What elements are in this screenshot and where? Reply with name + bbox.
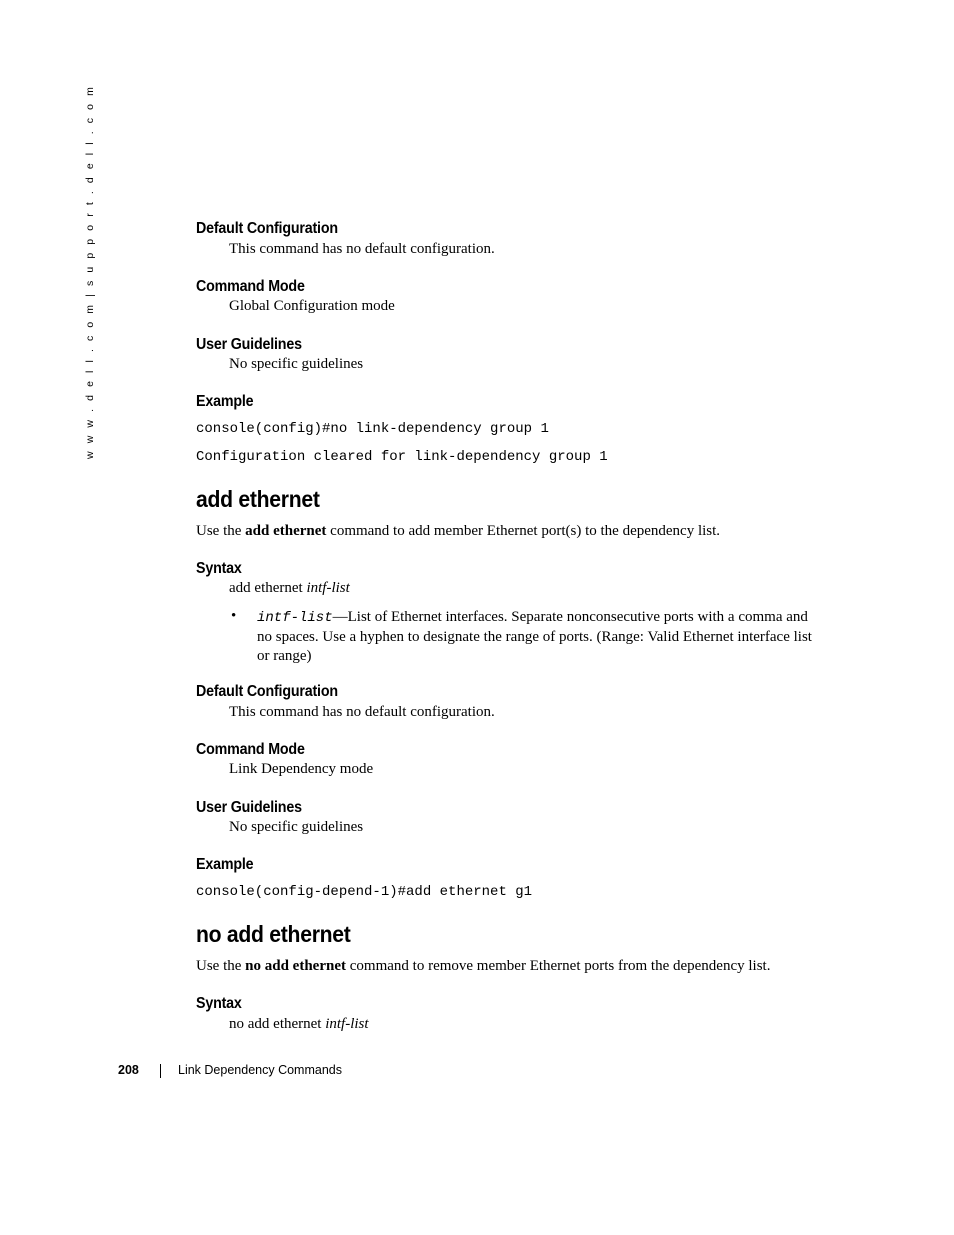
command-mode-heading: Command Mode xyxy=(196,278,305,295)
syntax-argument: intf-list xyxy=(325,1016,369,1032)
user-guidelines-heading: User Guidelines xyxy=(196,336,302,353)
user-guidelines-text: No specific guidelines xyxy=(229,819,364,835)
param-name: intf-list xyxy=(257,610,333,626)
syntax-line xyxy=(229,580,350,597)
syntax-command: no add ethernet xyxy=(229,1016,322,1032)
syntax-line xyxy=(229,1016,369,1033)
page-number: 208 xyxy=(118,1063,139,1077)
bullet-item-intf-list xyxy=(257,608,817,666)
default-config-heading: Default Configuration xyxy=(196,220,338,237)
section-title-no-add-ethernet: no add ethernet xyxy=(196,921,351,947)
example-code-line: console(config-depend-1)#add ethernet g1 xyxy=(196,884,533,900)
side-url: w w w . d e l l . c o m | s u p p o r t . d e l l . c o m xyxy=(84,84,96,459)
default-config-text: This command has no default configuration. xyxy=(229,241,495,257)
no-add-ethernet-intro xyxy=(196,958,770,975)
intro-command: add ethernet xyxy=(245,523,327,539)
command-mode-text: Link Dependency mode xyxy=(229,761,374,777)
command-mode-heading: Command Mode xyxy=(196,741,305,758)
footer-section-title: Link Dependency Commands xyxy=(178,1063,342,1077)
example-code-line: console(config)#no link-dependency group 1 xyxy=(196,421,549,437)
example-code-line: Configuration cleared for link-dependency group 1 xyxy=(196,449,608,465)
default-config-heading: Default Configuration xyxy=(196,683,338,700)
param-description: —List of Ethernet interfaces. Separate nonconsecutive ports with a comma and no spaces. Use a hyphen to designate the range of ports. (Range: Valid Ethernet interface list or range) xyxy=(257,609,812,664)
syntax-heading: Syntax xyxy=(196,560,242,577)
example-heading: Example xyxy=(196,393,254,410)
example-heading: Example xyxy=(196,856,254,873)
intro-text: command to remove member Ethernet ports from the dependency list. xyxy=(346,958,771,974)
intro-command: no add ethernet xyxy=(245,958,346,974)
add-ethernet-intro xyxy=(196,523,720,540)
intro-text: Use the xyxy=(196,523,246,539)
syntax-command: add ethernet xyxy=(229,580,303,596)
user-guidelines-heading: User Guidelines xyxy=(196,799,302,816)
intro-text: command to add member Ethernet port(s) to the dependency list. xyxy=(326,523,721,539)
default-config-text: This command has no default configuration. xyxy=(229,704,495,720)
intro-text: Use the xyxy=(196,958,246,974)
syntax-argument: intf-list xyxy=(306,580,350,596)
syntax-heading: Syntax xyxy=(196,995,242,1012)
user-guidelines-text: No specific guidelines xyxy=(229,356,364,372)
bullet-mark: • xyxy=(231,608,237,624)
footer-separator xyxy=(160,1064,161,1078)
section-title-add-ethernet: add ethernet xyxy=(196,486,320,512)
command-mode-text: Global Configuration mode xyxy=(229,298,395,314)
